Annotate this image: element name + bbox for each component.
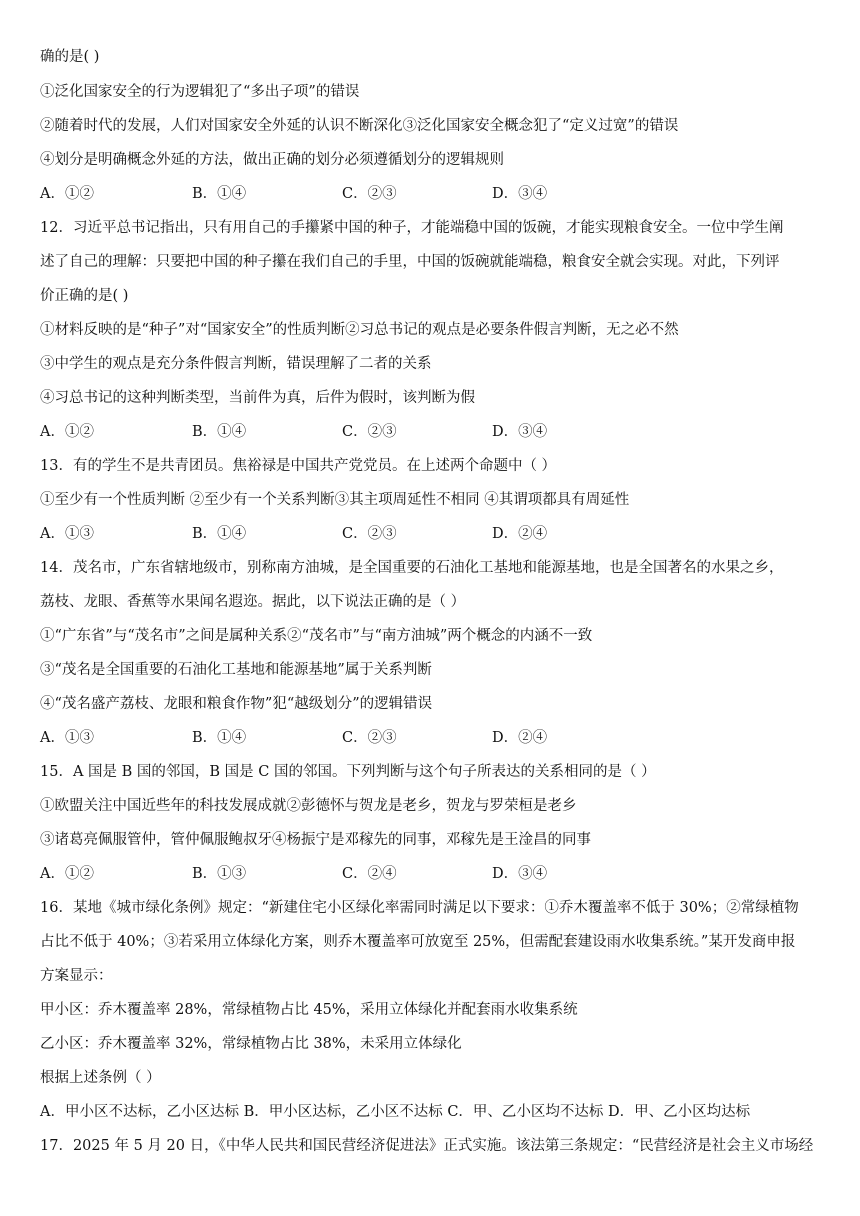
q13-option-a: A．①③ (40, 526, 94, 542)
q12-option-b: B．①④ (192, 424, 247, 440)
q14-option-d: D．②④ (492, 730, 548, 746)
q15-option-d: D．③④ (492, 866, 548, 882)
q11-stem-end: 确的是( ) (40, 49, 100, 65)
q12-stem-line-3: 价正确的是( ) (40, 288, 129, 304)
q11-option-d: D．③④ (492, 186, 548, 202)
q11-options (40, 184, 824, 204)
q11-statement-4: ④划分是明确概念外延的方法，做出正确的划分必须遵循划分的逻辑规则 (40, 152, 504, 168)
q12-option-d: D．③④ (492, 424, 548, 440)
q16-stem-line-1: 16．某地《城市绿化条例》规定：“新建住宅小区绿化率需同时满足以下要求：①乔木覆盖率不低于 30%；②常绿植物 (40, 900, 799, 916)
q15-option-b: B．①③ (192, 866, 247, 882)
q14-statement-3: ③“茂名是全国重要的石油化工基地和能源基地”属于关系判断 (40, 662, 432, 678)
q14-statement-1-2: ①“广东省”与“茂名市”之间是属种关系②“茂名市”与“南方油城”两个概念的内涵不一致 (40, 628, 593, 644)
q12-stem-line-1: 12．习近平总书记指出，只有用自己的手攥紧中国的种子，才能端稳中国的饭碗，才能实现粮食安全。一位中学生阐 (40, 220, 784, 236)
q12-option-c: C．②③ (342, 424, 397, 440)
q13-option-c: C．②③ (342, 526, 397, 542)
q16-case-b: 乙小区：乔木覆盖率 32%，常绿植物占比 38%，未采用立体绿化 (40, 1036, 462, 1052)
q14-stem-line-2: 荔枝、龙眼、香蕉等水果闻名遐迩。据此，以下说法正确的是（ ） (40, 594, 466, 610)
q13-statements: ①至少有一个性质判断 ②至少有一个关系判断③其主项周延性不相同 ④其谓项都具有周延性 (40, 492, 630, 508)
q15-stem: 15．A 国是 B 国的邻国，B 国是 C 国的邻国。下列判断与这个句子所表达的关系相同的是（ ） (40, 764, 656, 780)
q13-stem: 13．有的学生不是共青团员。焦裕禄是中国共产党党员。在上述两个命题中（ ） (40, 458, 557, 474)
q12-statement-4: ④习总书记的这种判断类型，当前件为真，后件为假时，该判断为假 (40, 390, 475, 406)
q12-stem-line-2: 述了自己的理解：只要把中国的种子攥在我们自己的手里，中国的饭碗就能端稳，粮食安全就会实现。对此，下列评 (40, 254, 780, 270)
q13-option-b: B．①④ (192, 526, 247, 542)
q12-options (40, 422, 824, 442)
q14-stem-line-1: 14．茂名市，广东省辖地级市，别称南方油城，是全国重要的石油化工基地和能源基地，也是全国著名的水果之乡， (40, 560, 784, 576)
q16-case-a: 甲小区：乔木覆盖率 28%，常绿植物占比 45%，采用立体绿化并配套雨水收集系统 (40, 1002, 578, 1018)
q13-options (40, 524, 824, 544)
q12-statement-3: ③中学生的观点是充分条件假言判断，错误理解了二者的关系 (40, 356, 432, 372)
q15-options (40, 864, 824, 884)
q12-statement-1-2: ①材料反映的是“种子”对“国家安全”的性质判断②习总书记的观点是必要条件假言判断，无之必不然 (40, 322, 679, 338)
q14-statement-4: ④“茂名盛产荔枝、龙眼和粮食作物”犯“越级划分”的逻辑错误 (40, 696, 433, 712)
q11-option-a: A．①② (40, 186, 94, 202)
q15-option-a: A．①② (40, 866, 94, 882)
q12-option-a: A．①② (40, 424, 94, 440)
q14-option-c: C．②③ (342, 730, 397, 746)
q11-option-c: C．②③ (342, 186, 397, 202)
q11-option-b: B．①④ (192, 186, 247, 202)
q16-options: A．甲小区不达标，乙小区达标 B．甲小区达标，乙小区不达标 C．甲、乙小区均不达标 D．甲、乙小区均达标 (40, 1104, 751, 1120)
q14-option-a: A．①③ (40, 730, 94, 746)
q11-statement-1: ①泛化国家安全的行为逻辑犯了“多出子项”的错误 (40, 84, 360, 100)
q15-statement-1-2: ①欧盟关注中国近些年的科技发展成就②彭德怀与贺龙是老乡，贺龙与罗荣桓是老乡 (40, 798, 577, 814)
q16-question: 根据上述条例（ ） (40, 1070, 161, 1086)
q17-stem-line-1: 17．2025 年 5 月 20 日，《中华人民共和国民营经济促进法》正式实施。该法第三条规定：“民营经济是社会主义市场经 (40, 1138, 814, 1154)
q15-statement-3-4: ③诸葛亮佩服管仲，管仲佩服鲍叔牙④杨振宁是邓稼先的同事，邓稼先是王淦昌的同事 (40, 832, 591, 848)
q16-stem-line-3: 方案显示： (40, 968, 113, 984)
q13-option-d: D．②④ (492, 526, 548, 542)
q11-statement-2-3: ②随着时代的发展，人们对国家安全外延的认识不断深化③泛化国家安全概念犯了“定义过宽”的错误 (40, 118, 679, 134)
q14-options (40, 728, 824, 748)
q15-option-c: C．②④ (342, 866, 397, 882)
q16-stem-line-2: 占比不低于 40%；③若采用立体绿化方案，则乔木覆盖率可放宽至 25%，但需配套建设雨水收集系统。”某开发商申报 (40, 934, 796, 950)
q14-option-b: B．①④ (192, 730, 247, 746)
